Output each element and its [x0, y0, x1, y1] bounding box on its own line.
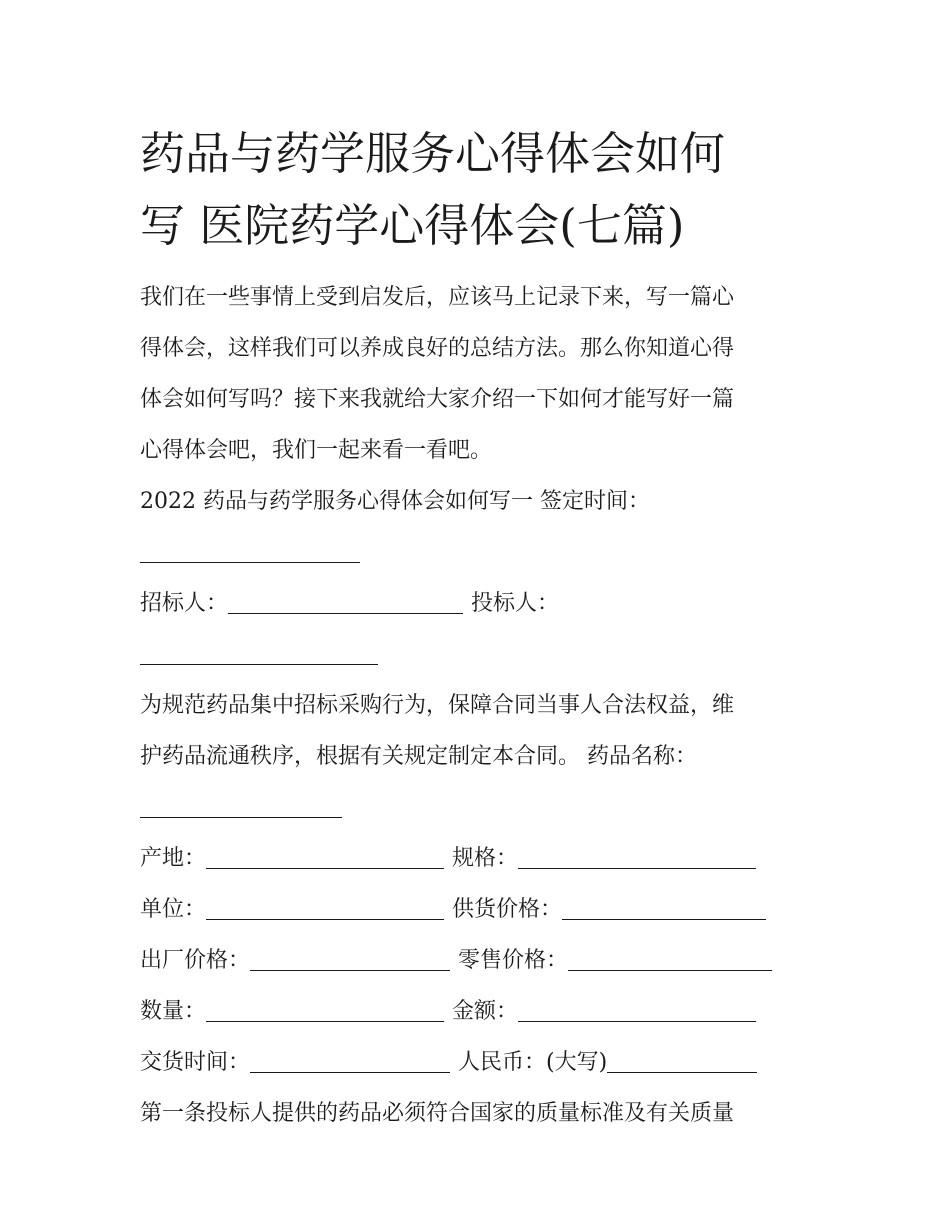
- article-1-line: 第一条投标人提供的药品必须符合国家的质量标准及有关质量: [140, 1101, 735, 1126]
- purpose-line-2: 护药品流通秩序，根据有关规定制定本合同。 药品名称：: [140, 744, 697, 769]
- delivery-time-blank: [250, 1050, 450, 1073]
- intro-line-1: 我们在一些事情上受到启发后，应该马上记录下来，写一篇心: [140, 285, 735, 310]
- bidder-blank-line: [140, 629, 820, 680]
- parties-line: [140, 578, 820, 629]
- intro-line-2: 得体会，这样我们可以养成良好的总结方法。那么你知道心得: [140, 336, 735, 361]
- bidder-blank: [140, 642, 378, 665]
- amount-label: 金额：: [452, 999, 519, 1024]
- supply-price-blank: [562, 897, 766, 920]
- retail-price-label: 零售价格：: [458, 948, 569, 973]
- spec-blank: [518, 846, 756, 869]
- origin-blank: [206, 846, 444, 869]
- intro-line-3: 体会如何写吗？接下来我就给大家介绍一下如何才能写好一篇: [140, 387, 735, 412]
- bidder-label: 投标人：: [471, 591, 560, 616]
- tenderer-blank: [228, 591, 463, 614]
- intro-line-4: 心得体会吧，我们一起来看一看吧。: [140, 438, 493, 463]
- origin-spec-line: [140, 833, 820, 884]
- purpose-line-1: 为规范药品集中招标采购行为，保障合同当事人合法权益，维: [140, 693, 735, 718]
- unit-label: 单位：: [140, 897, 207, 922]
- delivery-rmb-line: [140, 1037, 820, 1088]
- document-body: [140, 272, 820, 1139]
- delivery-time-label: 交货时间：: [140, 1050, 251, 1075]
- document-page: [140, 118, 820, 1139]
- tenderer-label: 招标人：: [140, 591, 229, 616]
- sign-date-blank: [140, 540, 360, 563]
- quantity-label: 数量：: [140, 999, 207, 1024]
- unit-price-line: [140, 884, 820, 935]
- supply-price-label: 供货价格：: [452, 897, 563, 922]
- rmb-blank: [607, 1050, 757, 1073]
- factory-retail-line: [140, 935, 820, 986]
- factory-price-label: 出厂价格：: [140, 948, 251, 973]
- drug-name-blank: [140, 795, 342, 818]
- factory-price-blank: [250, 948, 450, 971]
- title-line-2: 写 医院药学心得体会(七篇): [140, 199, 685, 252]
- quantity-blank: [206, 999, 444, 1022]
- amount-blank: [518, 999, 756, 1022]
- contract-heading: 2022 药品与药学服务心得体会如何写一 签定时间：: [140, 489, 650, 514]
- retail-price-blank: [568, 948, 772, 971]
- quantity-amount-line: [140, 986, 820, 1037]
- rmb-label: 人民币：(大写): [458, 1050, 608, 1075]
- spec-label: 规格：: [452, 846, 519, 871]
- origin-label: 产地：: [140, 846, 207, 871]
- unit-blank: [206, 897, 444, 920]
- title-line-1: 药品与药学服务心得体会如何: [140, 127, 726, 180]
- document-title: [140, 118, 820, 262]
- drug-name-blank-line: [140, 782, 820, 833]
- sign-date-line: [140, 527, 820, 578]
